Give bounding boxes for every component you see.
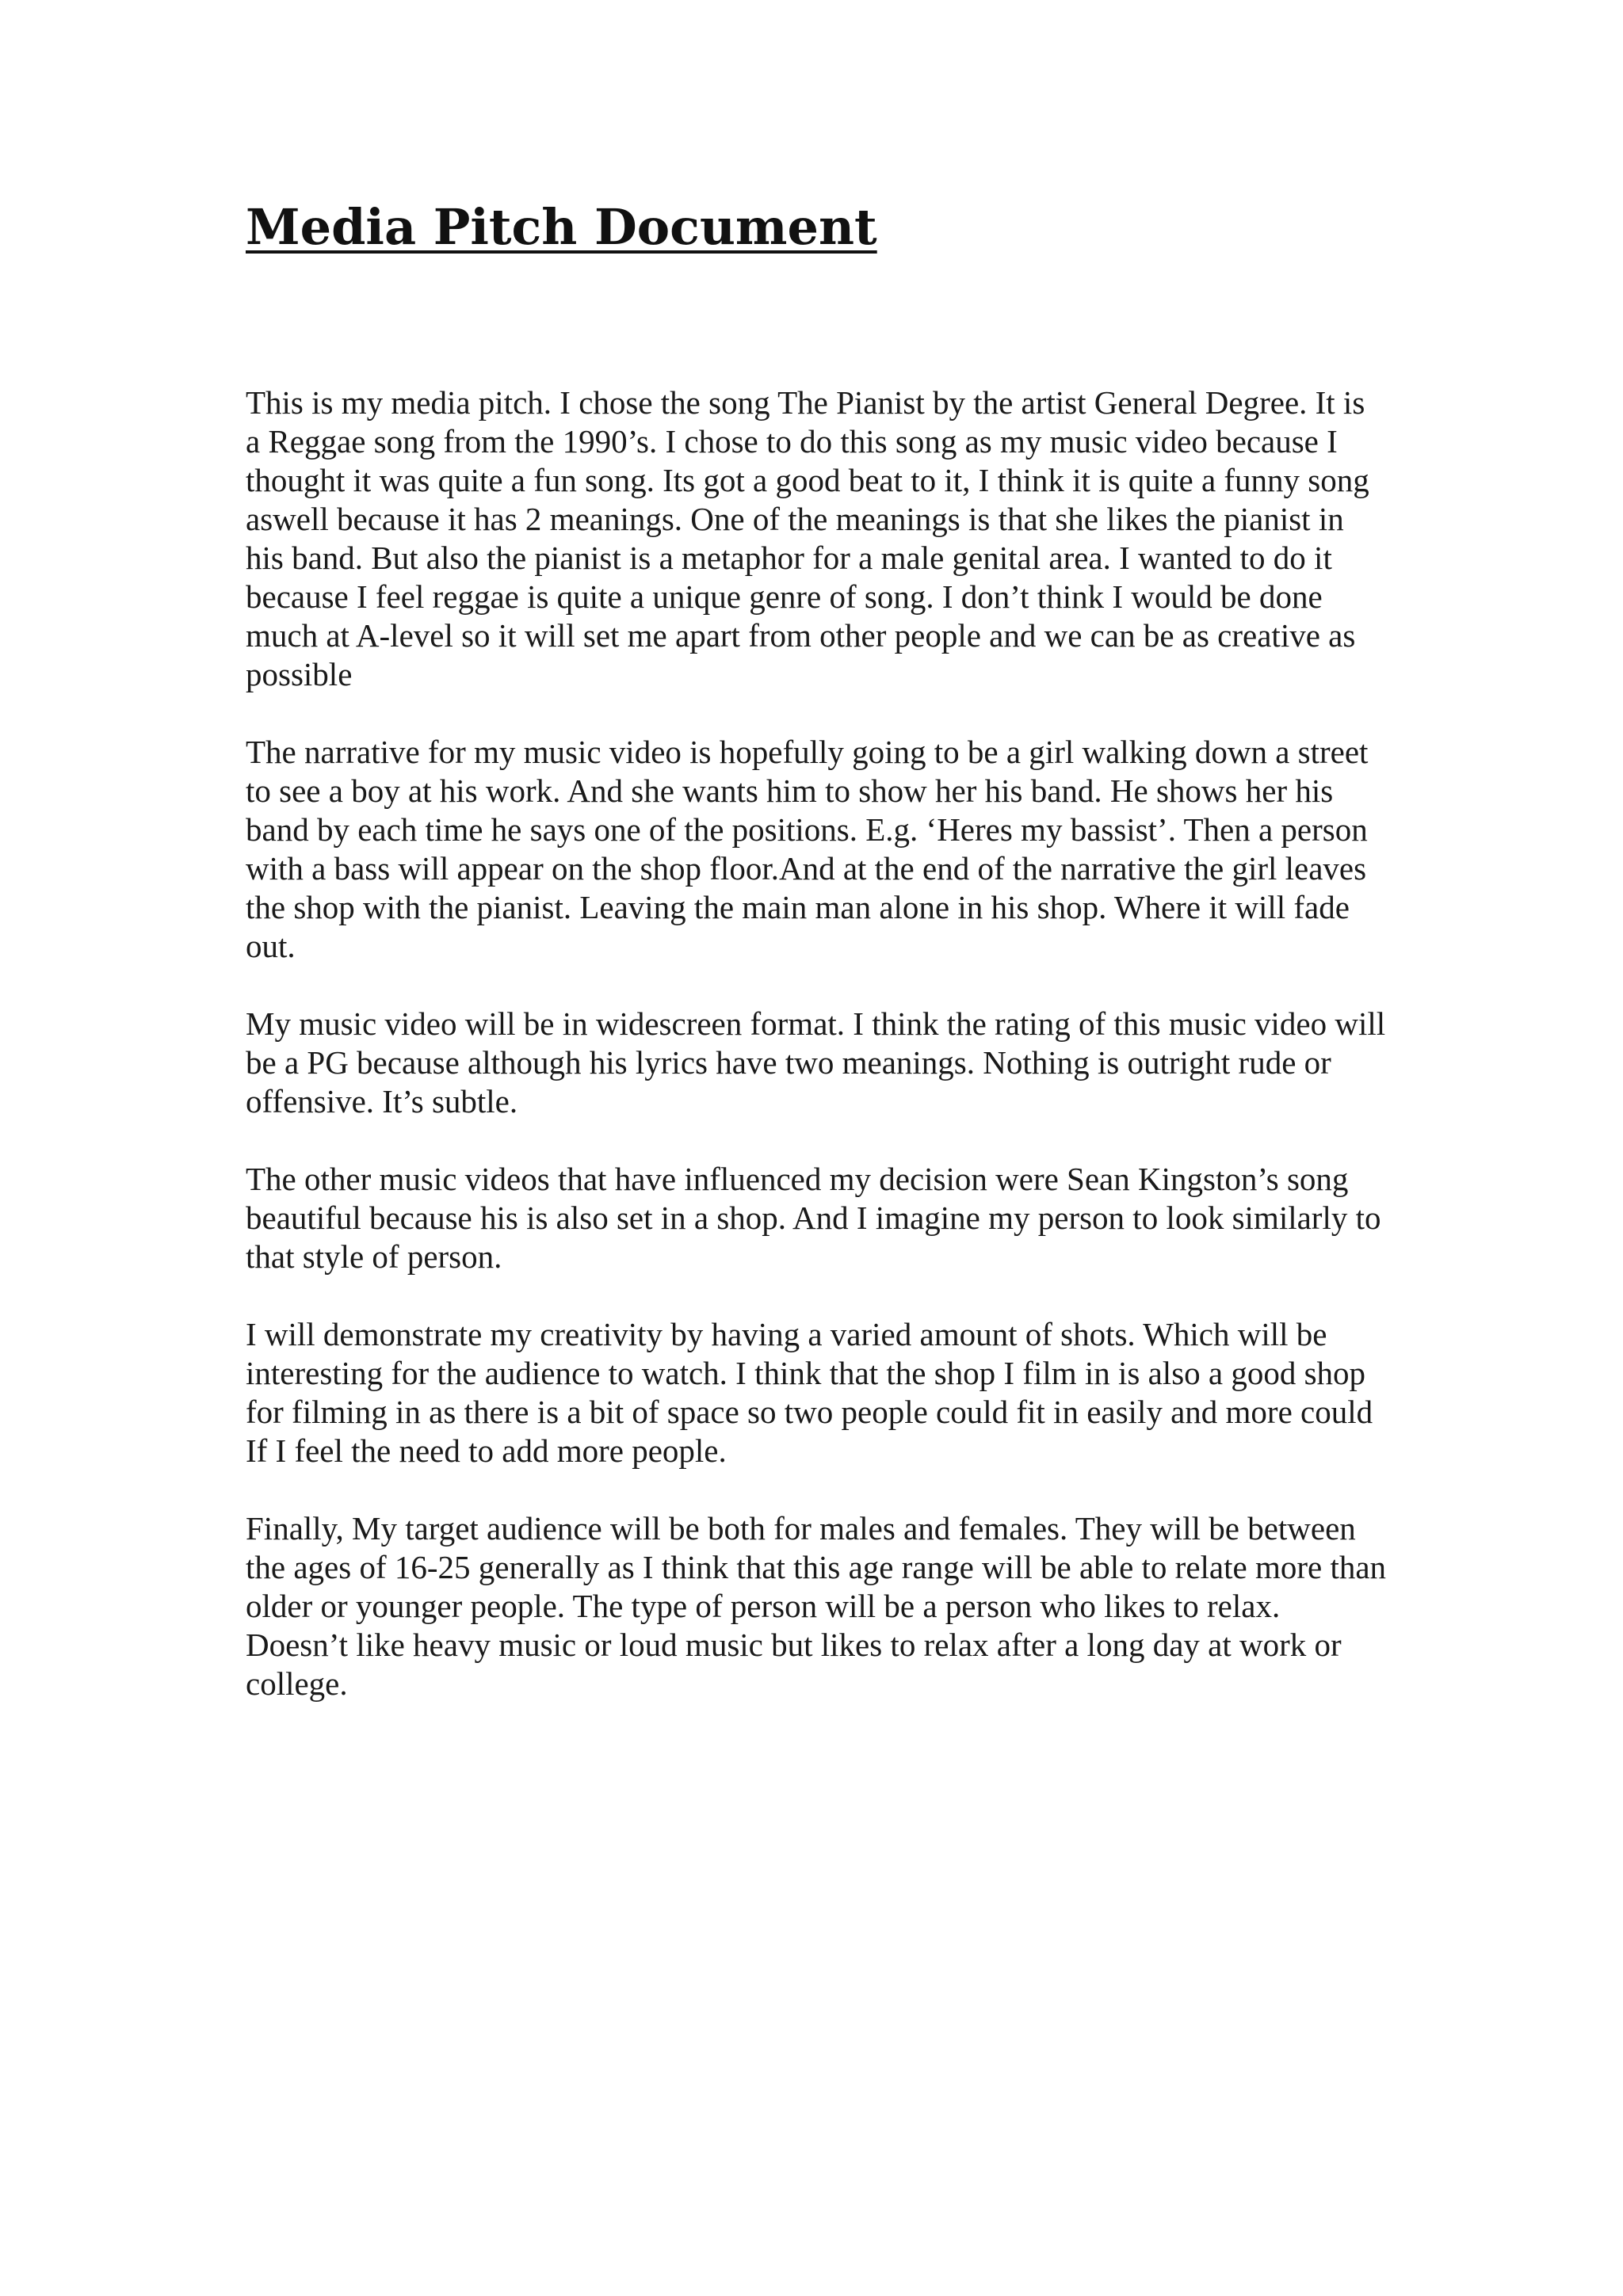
document-body — [246, 383, 1387, 1703]
paragraph-format-rating: My music video will be in widescreen format. I think the rating of this music video will be a PG because although his lyrics have two meanings. Nothing is outright rude or offensive. It’s subtle. — [246, 1005, 1386, 1120]
paragraph-target-audience: Finally, My target audience will be both for males and females. They will be between the ages of 16-25 generally as I think that this age range will be able to relate more than older or younger people. The type of person will be a person who likes to relax. Doesn’t like heavy music or loud music but likes to relax after a long day at work or college. — [246, 1510, 1387, 1703]
document-title: Media Pitch Document — [246, 198, 877, 256]
document-content — [246, 198, 1387, 1742]
paragraph-creativity: I will demonstrate my creativity by having a varied amount of shots. Which will be interesting for the audience to watch. I think that the shop I film in is also a good shop for filming in as there is a bit of space so two people could fit in easily and more could If I feel the need to add more people. — [246, 1316, 1373, 1470]
paragraph-influences: The other music videos that have influenced my decision were Sean Kingston’s song beautiful because his is also set in a shop. And I imagine my person to look similarly to that style of person. — [246, 1161, 1381, 1276]
paragraph-song-choice: This is my media pitch. I chose the song The Pianist by the artist General Degree. It is a Reggae song from the 1990’s. I chose to do this song as my music video because I thought it was quite a fun song. Its got a good beat to it, I think it is quite a funny song aswell because it has 2 meanings. One of the meanings is that she likes the pianist in his band. But also the pianist is a metaphor for a male genital area. I wanted to do it because I feel reggae is quite a unique genre of song. I don’t think I would be done much at A-level so it will set me apart from other people and we can be as creative as possible — [246, 384, 1369, 693]
paragraph-narrative: The narrative for my music video is hopefully going to be a girl walking down a street to see a boy at his work. And she wants him to show her his band. He shows her his band by each time he says one of the positions. E.g. ‘Heres my bassist’. Then a person with a bass will appear on the shop floor.And at the end of the narrative the girl leaves the shop with the pianist. Leaving the main man alone in his shop. Where it will fade out. — [246, 734, 1369, 965]
